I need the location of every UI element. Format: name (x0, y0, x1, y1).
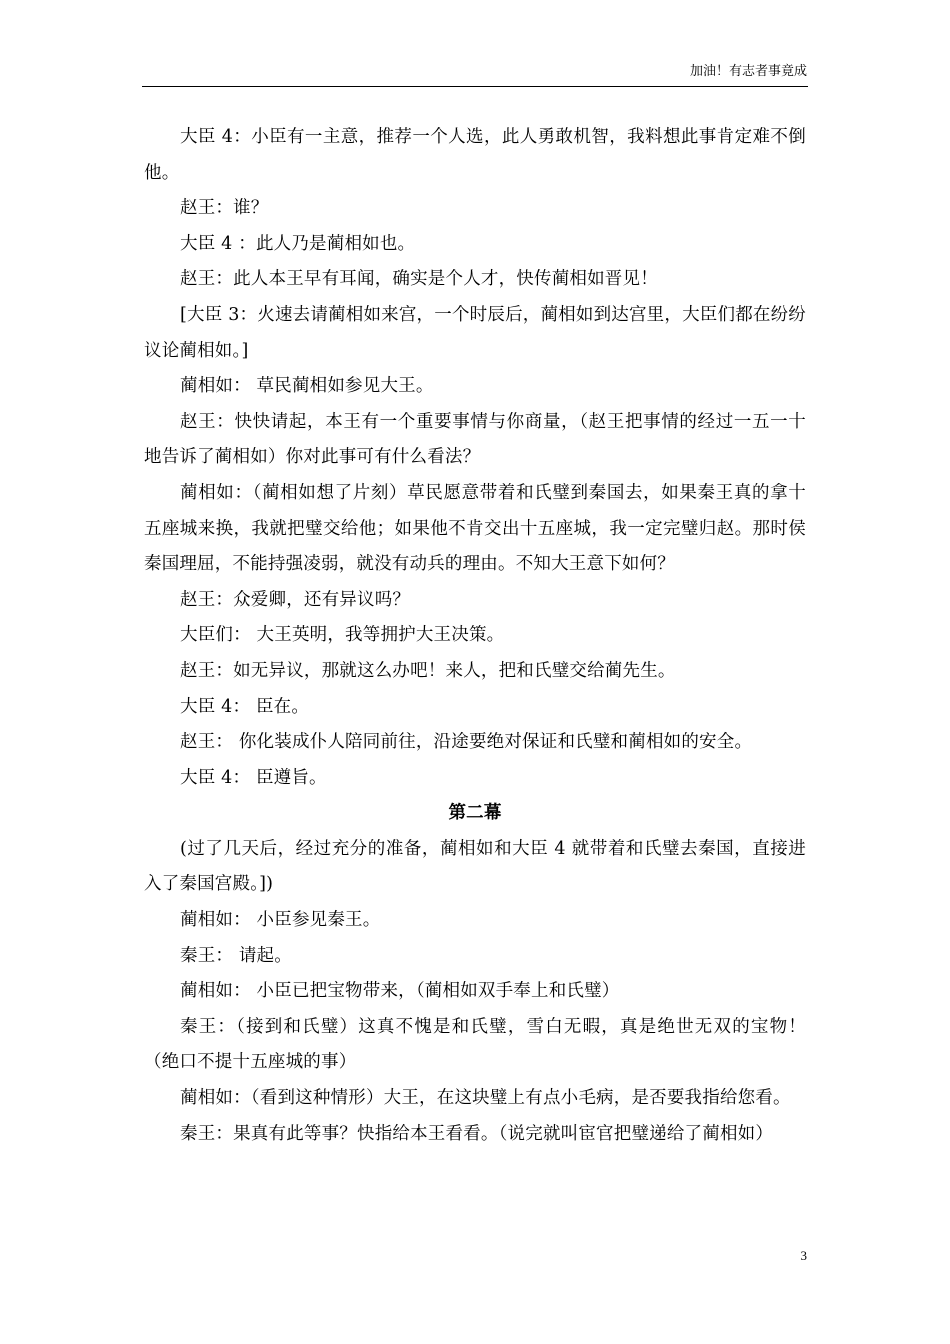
dialogue-line: 大臣 4：小臣有一主意，推荐一个人选，此人勇敢机智，我料想此事肯定难不倒他。 (144, 127, 806, 183)
dialogue-line: 秦王：果真有此等事？快指给本王看看。（说完就叫宦官把璧递给了蔺相如） (180, 1123, 774, 1144)
dialogue-line: 蔺相如：（看到这种情形）大王，在这块璧上有点小毛病，是否要我指给您看。 (180, 1088, 791, 1109)
dialogue-line: 大臣 4： 臣遵旨。 (180, 767, 327, 788)
dialogue-line: 赵王：谁？ (180, 198, 269, 219)
dialogue-line: 秦王： 请起。 (180, 945, 292, 966)
stage-direction: (过了几天后，经过充分的准备，蔺相如和大臣 4 就带着和氏璧去秦国，直接进入了秦国宫殿。]) (144, 838, 806, 895)
dialogue-line: 蔺相如： 小臣已把宝物带来，（蔺相如双手奉上和氏璧） (180, 981, 620, 1002)
act-title: 第二幕 (448, 803, 502, 824)
stage-direction: [大臣 3：火速去请蔺相如来宫，一个时辰后，蔺相如到达宫里，大臣们都在纷纷议论蔺相如。] (144, 304, 806, 361)
dialogue-line: 赵王：如无异议，那就这么办吧！来人，把和氏璧交给蔺先生。 (180, 660, 676, 681)
page-header: 加油！有志者事竟成 (689, 64, 807, 79)
dialogue-line: 大臣 4： 臣在。 (180, 696, 310, 717)
dialogue-line: 蔺相如： 小臣参见秦王。 (180, 910, 381, 931)
script-body (144, 120, 806, 1152)
dialogue-line: 秦王：（接到和氏璧）这真不愧是和氏璧，雪白无暇，真是绝世无双的宝物！（绝口不提十五座城的事） (144, 1016, 806, 1073)
dialogue-line: 赵王： 你化装成仆人陪同前往，沿途要绝对保证和氏璧和蔺相如的安全。 (180, 732, 753, 753)
dialogue-line: 大臣 4 ：此人乃是蔺相如也。 (180, 233, 416, 254)
dialogue-line: 大臣们： 大王英明，我等拥护大王决策。 (180, 625, 505, 646)
dialogue-line: 赵王：众爱卿，还有异议吗？ (180, 589, 411, 610)
dialogue-line: 赵王：快快请起，本王有一个重要事情与你商量，（赵王把事情的经过一五一十地告诉了蔺相如）你对此事可有什么看法？ (144, 411, 806, 468)
dialogue-line: 赵王：此人本王早有耳闻，确实是个人才，快传蔺相如晋见！ (180, 269, 658, 290)
dialogue-line: 蔺相如： 草民蔺相如参见大王。 (180, 376, 434, 397)
header-divider (142, 86, 808, 87)
dialogue-line: 蔺相如：（蔺相如想了片刻）草民愿意带着和氏璧到秦国去，如果秦王真的拿十五座城来换，我就把璧交给他；如果他不肯交出十五座城，我一定完璧归赵。那时侯秦国理屈，不能持强凌弱，就没有动兵的理由。不知大王意下如何？ (144, 482, 806, 575)
page-number: 3 (800, 1248, 807, 1263)
